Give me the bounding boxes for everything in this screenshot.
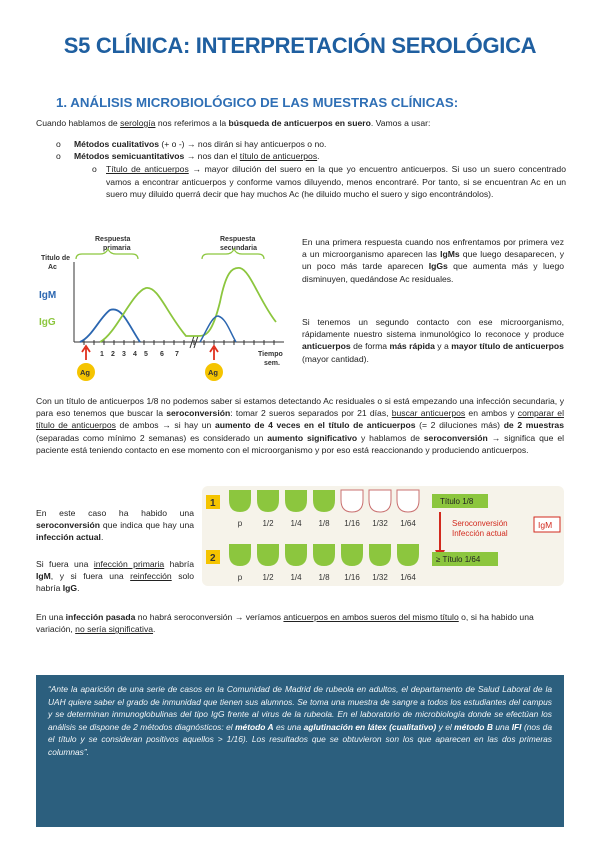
well-label: 1/2 <box>262 519 274 528</box>
paragraph-text: En una primera respuesta cuando nos enfrentamos por primera vez a un microorganismo aparecen las <box>302 237 564 260</box>
paragraph-text: En una <box>36 612 66 622</box>
tick-label: 7 <box>175 351 179 358</box>
well-label: 1/8 <box>318 573 330 582</box>
page-title: S5 CLÍNICA: INTERPRETACIÓN SEROLÓGICA <box>63 33 537 58</box>
label-respuesta-secundaria-2: secundaria <box>220 245 257 252</box>
past-infection-paragraph <box>36 611 564 635</box>
well-label: 1/2 <box>262 573 274 582</box>
bullet-marker: o <box>56 151 61 162</box>
paragraph-text: → significa que el paciente está teniendo contacto en ese momento con el microorganismo y por eso está reaccionando y produciendo anticuerpos. <box>36 432 565 455</box>
dilution-wells-figure <box>202 486 564 586</box>
bold-text: seroconversión <box>166 408 231 419</box>
bold-text: más rápida <box>389 341 435 352</box>
paragraph-text: . <box>100 532 104 543</box>
ylabel-1: Titulo de <box>41 255 71 262</box>
intro-text: . Vamos a usar: <box>370 118 431 128</box>
paragraph-text: habría <box>164 559 194 569</box>
bold-text: anticuerpos <box>302 341 351 352</box>
intro-paragraph <box>36 117 430 129</box>
paragraph-text: de ambos → si hay un <box>115 420 215 431</box>
well <box>229 544 251 566</box>
well-label: p <box>237 573 243 582</box>
titulo-link: título de anticuerpos <box>239 151 318 162</box>
well-label: 1/8 <box>318 519 330 528</box>
well-label: 1/64 <box>400 519 416 528</box>
legend-igg: IgG <box>39 317 56 328</box>
case-text: “Ante la aparición de una serie de casos en la Comunidad de Madrid de rubeola en adultos, el departamento de Salud Laboral de la UAH quiere saber el grado de inmunidad que tienen sus alumnos. Se toma una muestra de sangre a todos los estudiantes del campus y se determinan inmunoglobulinas del tipo IgG frente al virus de la rubeola. En el laboratorio de microbiología donde se efectúan los análisis se dispone de 2 métodos diagnósticos: el <box>48 684 552 732</box>
tick-label: 6 <box>160 351 164 358</box>
bold-text: de 2 muestras <box>503 420 564 431</box>
bold-text: infección pasada <box>65 612 136 622</box>
paragraph-text: solo habría <box>36 571 194 594</box>
bold-text: seroconversión <box>36 520 100 531</box>
paragraph-text: (mayor cantidad). <box>302 353 369 364</box>
bullet-marker: o <box>92 164 97 175</box>
bullet-marker: o <box>56 139 61 149</box>
paragraph-text: o, si ha habido una variación, <box>36 612 534 635</box>
case-text: (nos da el título y se consideran positivos aquellos > 1/16). Los resultados que se obtuvieron son los que aparecen en las dos primeras columnas”. <box>48 721 552 758</box>
titulo-2-label: ≥ Título 1/64 <box>436 555 481 564</box>
well <box>369 544 391 566</box>
paragraph-text: (= 2 diluciones más) <box>415 420 504 431</box>
well-label: p <box>237 519 243 528</box>
well-label: 1/4 <box>290 519 302 528</box>
paragraph-text: y hablamos de <box>357 432 424 443</box>
ag-label-1: Ag <box>80 368 90 377</box>
label-respuesta-primaria-1: Respuesta <box>95 236 131 243</box>
intro-serologia: serología <box>120 118 156 128</box>
well <box>341 490 363 512</box>
well-label: 1/16 <box>344 573 360 582</box>
tick-label: 3 <box>122 351 126 358</box>
paragraph-text: no habrá seroconversión → veríamos <box>135 612 284 622</box>
bold-text: mayor título de anticuerpos <box>451 341 564 352</box>
paragraph-text: en ambos y <box>465 408 518 419</box>
well <box>285 544 307 566</box>
antibody-response-graph <box>36 232 294 384</box>
ylabel-2: Ac <box>48 264 57 271</box>
list-text: (+ o -) → nos dirán si hay anticuerpos o no. <box>159 139 327 149</box>
bold-text: aumento de 4 veces en el título de anticuerpos <box>214 420 416 431</box>
paragraph-text: y a <box>434 341 452 352</box>
underlined-text: infección primaria <box>93 559 165 569</box>
case-study-box <box>36 675 564 827</box>
intro-bold: búsqueda de anticuerpos en suero <box>228 118 371 128</box>
paragraph-text: . <box>77 583 80 594</box>
case-text: es una <box>273 721 304 732</box>
paragraph-text: que indica que hay una <box>100 520 194 531</box>
underlined-text: reinfección <box>130 571 172 582</box>
x-label-1: Tiempo <box>258 351 283 358</box>
paragraph-text: Si tenemos un segundo contacto con ese microorganismo, rápidamente nuestro sistema inmunológico lo reconoce y produce <box>302 317 564 340</box>
actual-infection-paragraph <box>36 507 194 544</box>
list-item <box>56 150 566 200</box>
case-text: una <box>492 721 512 732</box>
methods-list <box>56 138 566 200</box>
paragraph-text: que luego desaparecen, y un poco más tarde aparecen <box>302 249 564 272</box>
well <box>313 490 335 512</box>
well <box>229 490 251 512</box>
seroconversion-paragraph <box>36 395 564 456</box>
list-text: → nos dan el <box>184 151 240 162</box>
ag-label-2: Ag <box>208 368 218 377</box>
well <box>397 490 419 512</box>
seroconversion-label: Seroconversión <box>452 519 508 528</box>
methods-semiquantitative: Métodos semicuantitativos <box>74 151 185 162</box>
well <box>397 544 419 566</box>
bold-igg: IgGs <box>428 261 448 272</box>
paragraph-text: , y si fuera una <box>50 571 131 582</box>
well-label: 1/32 <box>372 573 388 582</box>
intro-text: nos referimos a la <box>155 118 229 128</box>
well-label: 1/4 <box>290 573 302 582</box>
tick-label: 5 <box>144 351 148 358</box>
list-text: → mayor dilución del suero en la que yo encuentro anticuerpos. Si uso un suero concentrado vamos a encontrar anticuerpos y conforme vamos diluyendo, menos encontraré. Por tanto, si se encuentran Ac en un suero muy diluido querrá decir que hay muchos Ac (he diluido mucho el suero y sigo encontrándolos). <box>106 164 566 199</box>
secondary-response-paragraph <box>302 316 564 365</box>
well <box>369 490 391 512</box>
tick-label: 2 <box>111 351 115 358</box>
bold-text: infección actual <box>36 532 101 543</box>
case-text: y el <box>436 721 455 732</box>
section-heading: 1. ANÁLISIS MICROBIOLÓGICO DE LAS MUESTRAS CLÍNICAS: <box>56 95 459 110</box>
underlined-text: anticuerpos en ambos sueros del mismo título <box>283 612 459 622</box>
bold-text: IgG <box>62 583 78 594</box>
well <box>285 490 307 512</box>
list-item <box>56 138 566 150</box>
bold-text: aumento significativo <box>267 432 358 443</box>
well <box>257 544 279 566</box>
tick-label: 4 <box>133 351 137 358</box>
tick-label: 1 <box>100 351 104 358</box>
row-2-number: 2 <box>210 553 216 564</box>
well <box>257 490 279 512</box>
paragraph-text: . <box>153 624 156 635</box>
igm-tag: IgM <box>538 520 553 530</box>
titulo-definition-term: Título de anticuerpos <box>106 164 189 175</box>
paragraph-text: Si fuera una <box>36 559 94 569</box>
bold-igm: IgMs <box>440 249 460 260</box>
label-respuesta-secundaria-1: Respuesta <box>220 236 256 243</box>
underlined-text: no sería significativa <box>75 624 154 635</box>
list-text: . <box>317 151 320 162</box>
well-label: 1/64 <box>400 573 416 582</box>
paragraph-text: : tomar 2 sueros separados por 21 días, <box>230 408 392 419</box>
legend-igm: IgM <box>39 290 57 301</box>
infeccion-actual-label: Infección actual <box>452 529 508 538</box>
row-1-number: 1 <box>210 498 216 509</box>
sub-list <box>74 163 566 200</box>
case-bold: aglutinación en látex (cualitativo) <box>303 721 437 732</box>
bold-text: IgM <box>36 571 51 582</box>
paragraph-text: Con un título de anticuerpos 1/8 no podemos saber si estamos detectando Ac residuales o si está empezando una infección secundaria, y para eso tenemos que buscar la <box>36 396 564 419</box>
paragraph-text: de forma <box>350 341 390 352</box>
titulo-1-label: Título 1/8 <box>440 497 474 506</box>
primary-response-paragraph <box>302 236 564 285</box>
x-label-2: sem. <box>264 360 280 367</box>
case-bold: método A <box>235 721 274 732</box>
well <box>313 544 335 566</box>
well-label: 1/16 <box>344 519 360 528</box>
paragraph-text: que aumenta más y luego disminuyen, quedándose Ac residuales. <box>302 261 564 284</box>
paragraph-text: En este caso ha habido una <box>36 508 194 518</box>
primary-vs-reinfection-paragraph <box>36 558 194 595</box>
case-bold: IFI <box>511 721 522 732</box>
underlined-text: comparar el título de anticuerpos <box>36 408 564 431</box>
case-bold: método B <box>454 721 493 732</box>
sub-list-item <box>92 163 566 200</box>
well-label: 1/32 <box>372 519 388 528</box>
label-respuesta-primaria-2: primaria <box>103 245 131 252</box>
methods-qualitative: Métodos cualitativos <box>74 139 159 149</box>
paragraph-text: (separadas como mínimo 2 semanas) es considerado un <box>36 432 268 443</box>
bold-text: seroconversión <box>423 432 488 443</box>
well <box>341 544 363 566</box>
underlined-text: buscar anticuerpos <box>391 408 466 419</box>
intro-text: Cuando hablamos de <box>36 118 121 128</box>
